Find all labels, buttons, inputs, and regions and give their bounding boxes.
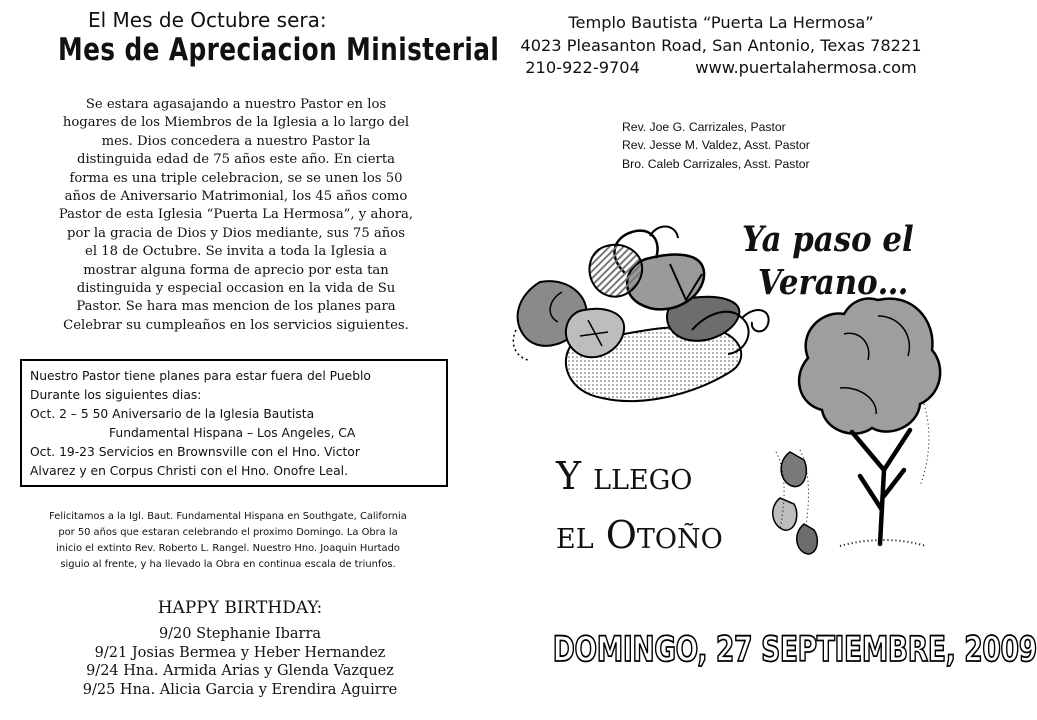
paragraph-line: mes. Dios concedera a nuestro Pastor la xyxy=(101,133,371,149)
month-headline: Mes de Apreciacion Ministerial xyxy=(58,32,500,68)
autumn-line-1: Y llego xyxy=(556,454,693,498)
autumn-line-2: el Otoño xyxy=(556,513,723,557)
summer-line-1: Ya paso el xyxy=(742,219,914,260)
congrats-line: por 50 años que estaran celebrando el proximo Domingo. La Obra la xyxy=(58,527,398,538)
paragraph-line: Pastor. Se hara mas mencion de los planes para xyxy=(76,299,396,315)
birthday-entry: 9/25 Hna. Alicia Garcia y Erendira Aguirre xyxy=(82,681,398,698)
right-panel xyxy=(480,0,1037,720)
birthday-list xyxy=(40,625,440,699)
paragraph-line: Se estara agasajando a nuestro Pastor en los xyxy=(85,97,387,112)
paragraph-line: mostrar alguna forma de aprecio por esta tan xyxy=(83,262,389,278)
paragraph-line: Celebrar su cumpleaños en los servicios siguientes. xyxy=(63,317,409,333)
church-phone: 210-922-9704 xyxy=(525,58,640,77)
autumn-tree-icon xyxy=(773,299,940,554)
paragraph-line: distinguida y especial occasion en la vida de Su xyxy=(76,281,396,297)
congratulations-note xyxy=(16,509,440,573)
paragraph-line: hogares de los Miembros de la Iglesia a lo largo del xyxy=(62,115,410,131)
congrats-line: inicio el extinto Rev. Roberto L. Rangel. Nuestro Hno. Joaquin Hurtado xyxy=(56,543,400,554)
appreciation-paragraph xyxy=(26,96,446,335)
church-name: Templo Bautista “Puerta La Hermosa” xyxy=(568,13,874,32)
travel-line: Durante los siguientes dias: xyxy=(30,388,202,402)
paragraph-line: Pastor de esta Iglesia “Puerta La Hermosa”, y ahora, xyxy=(58,207,414,223)
pastor-entry: Bro. Caleb Carrizales, Asst. Pastor xyxy=(622,156,810,171)
travel-line: Oct. 19-23 Servicios en Brownsville con el Hno. Victor xyxy=(30,445,360,459)
birthday-entry: 9/24 Hna. Armida Arias y Glenda Vazquez xyxy=(86,663,394,680)
service-date-title: DOMINGO, 27 SEPTIEMBRE, 2009 xyxy=(552,630,1037,670)
church-address: 4023 Pleasanton Road, San Antonio, Texas 78221 xyxy=(520,35,922,55)
paragraph-line: forma es una triple celebracion, se se unen los 50 xyxy=(69,170,403,186)
left-panel xyxy=(0,0,500,720)
grape-leaves-icon xyxy=(513,226,768,401)
pastor-entry: Rev. Joe G. Carrizales, Pastor xyxy=(622,120,786,134)
summer-line-2: Verano… xyxy=(757,262,909,303)
month-kicker: El Mes de Octubre sera: xyxy=(88,8,327,32)
autumn-heading xyxy=(556,447,776,565)
paragraph-line: distinguida edad de 75 años este año. En cierta xyxy=(77,152,395,168)
paragraph-line: por la gracia de Dios y Dios mediante, sus 75 años xyxy=(67,225,405,241)
pastor-travel-box xyxy=(20,359,448,487)
birthday-title: HAPPY BIRTHDAY: xyxy=(157,598,323,618)
travel-line: Nuestro Pastor tiene planes para estar fuera del Pueblo xyxy=(30,369,371,383)
congrats-line: siguio al frente, y ha llevado la Obra en continua escala de triunfos. xyxy=(60,559,396,570)
church-website: www.puertalahermosa.com xyxy=(695,58,917,77)
travel-line: Oct. 2 – 5 50 Aniversario de la Iglesia Bautista xyxy=(30,407,315,421)
travel-line: Fundamental Hispana – Los Angeles, CA xyxy=(109,426,356,440)
summer-heading xyxy=(742,218,918,304)
travel-line: Alvarez y en Corpus Christi con el Hno. Onofre Leal. xyxy=(30,464,348,478)
birthday-entry: 9/20 Stephanie Ibarra xyxy=(158,626,322,642)
paragraph-line: años de Aniversario Matrimonial, los 45 años como xyxy=(64,189,408,205)
pastor-entry: Rev. Jesse M. Valdez, Asst. Pastor xyxy=(622,138,810,153)
paragraph-line: el 18 de Octubre. Se invita a toda la Iglesia a xyxy=(85,244,387,260)
birthday-entry: 9/21 Josias Bermea y Heber Hernandez xyxy=(94,644,386,661)
congrats-line: Felicitamos a la Igl. Baut. Fundamental Hispana en Southgate, California xyxy=(49,511,407,522)
